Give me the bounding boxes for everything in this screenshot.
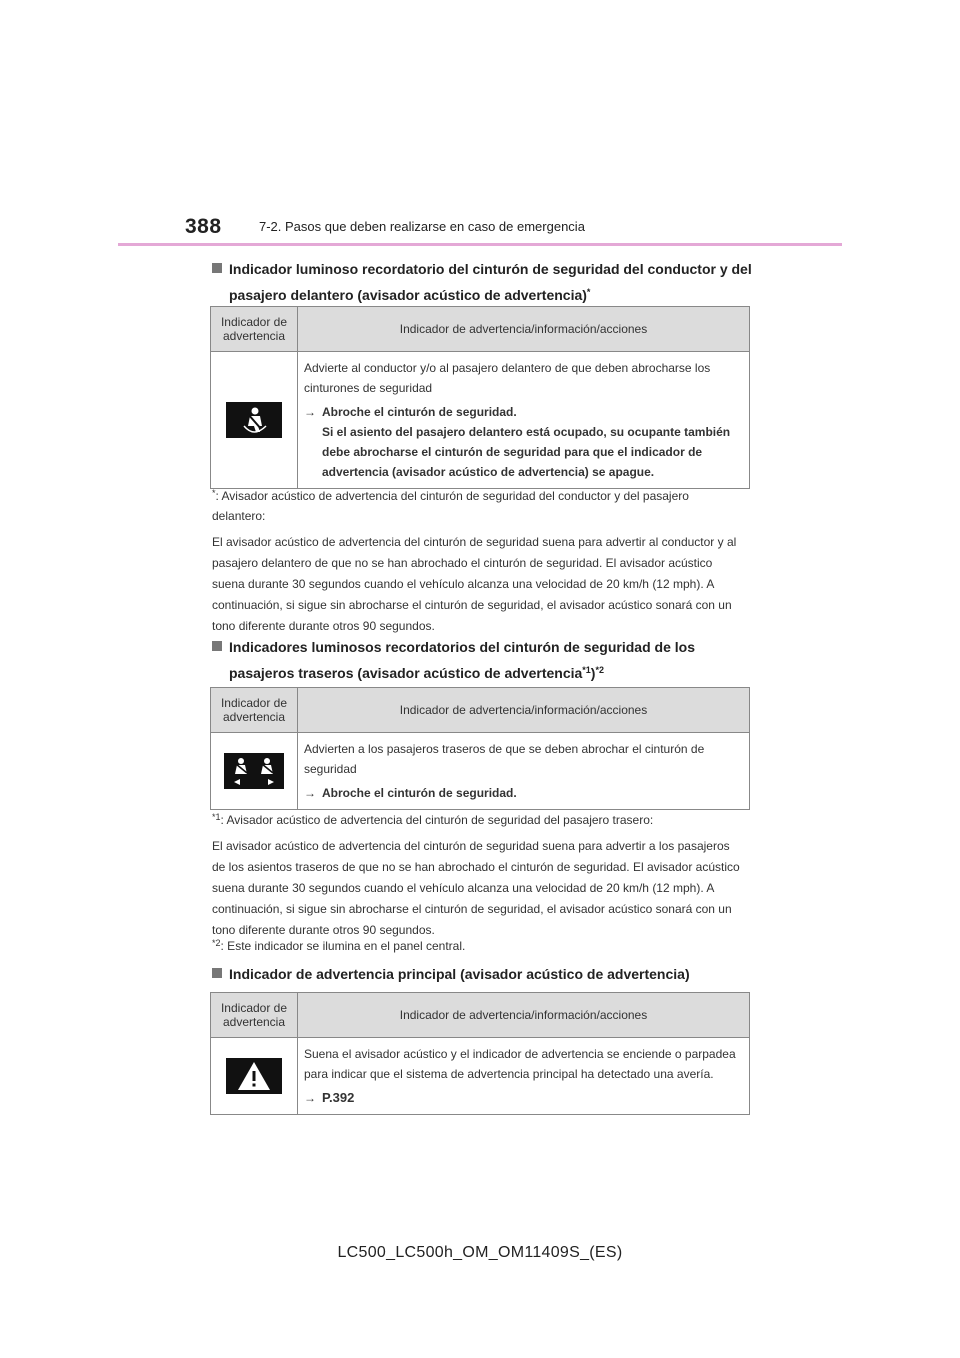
page-reference: P.392: [322, 1090, 355, 1105]
footnote-mark: *2: [212, 938, 221, 948]
footnote-ref: *2: [595, 665, 604, 675]
header-indicator: Indicador de advertencia: [211, 993, 298, 1038]
heading-text: Indicadores luminosos recordatorios del cinturón de seguridad de los pasajeros traseros (avisador acústico de advertencia: [229, 639, 695, 681]
bullet-square-icon: [212, 968, 222, 978]
header-info: Indicador de advertencia/información/acciones: [298, 307, 750, 352]
paragraph: El avisador acústico de advertencia del cinturón de seguridad suena para advertir al conductor y al pasajero delantero de que no se han abrochado el cinturón de seguridad. El avisador acústico suena durante 30 segundos cuando el vehículo alcanza una velocidad de 20 km/h (12 mph). A continuación, si sigue sin abrocharse el cinturón de seguridad, el avisador acústico sonará con un tono diferente durante otros 90 segundos.: [212, 535, 737, 633]
footnote: [212, 486, 744, 526]
footnote-ref: *1: [582, 665, 591, 675]
bullet-square-icon: [212, 641, 222, 651]
arrow-icon: →: [304, 405, 316, 419]
arrow-icon: →: [304, 786, 316, 800]
rear-seatbelt-icon: [224, 753, 284, 789]
page-number: 388: [185, 215, 222, 238]
warning-table: [210, 306, 750, 489]
heading-text: Indicador de advertencia principal (avisador acústico de advertencia): [229, 966, 690, 982]
action-line: [304, 402, 744, 482]
footer-model: LC500_LC500h_OM_OM11409S_(ES): [337, 1244, 623, 1261]
seatbelt-icon: [226, 402, 282, 438]
action-line: [304, 783, 744, 803]
description-text: Advierten a los pasajeros traseros de que se deben abrochar el cinturón de seguridad: [304, 742, 705, 776]
section-heading: [212, 634, 752, 686]
description-text: Advierte al conductor y/o al pasajero delantero de que deben abrocharse los cinturones de seguridad: [304, 361, 711, 395]
master-warning-icon: [226, 1058, 282, 1094]
header-indicator: Indicador de advertencia: [211, 688, 298, 733]
indicator-cell: [211, 1038, 298, 1115]
header-rule: [118, 243, 842, 246]
indicator-cell: [211, 733, 298, 810]
header-indicator: Indicador de advertencia: [211, 307, 298, 352]
header-info: Indicador de advertencia/información/acciones: [298, 688, 750, 733]
description-cell: [298, 1038, 750, 1115]
footnote-ref: *: [586, 287, 591, 297]
action-line: [304, 1088, 744, 1108]
chapter-title: 7-2. Pasos que deben realizarse en caso de emergencia: [259, 219, 585, 234]
footnote-text: : Avisador acústico de advertencia del cinturón de seguridad del pasajero trasero:: [220, 813, 654, 827]
header-info: Indicador de advertencia/información/acciones: [298, 993, 750, 1038]
warning-table: [210, 687, 750, 810]
footnote-text: : Este indicador se ilumina en el panel central.: [220, 939, 466, 953]
footnote-mark: *1: [212, 812, 221, 822]
description-cell: [298, 733, 750, 810]
arrow-icon: →: [304, 1091, 316, 1105]
section-heading: [212, 961, 752, 987]
heading-close: ): [590, 665, 596, 681]
bullet-square-icon: [212, 263, 222, 273]
footnote-text: : Avisador acústico de advertencia del cinturón de seguridad del conductor y del pasajero delantero:: [212, 489, 689, 523]
indicator-cell: [211, 352, 298, 489]
action-text: Abroche el cinturón de seguridad.: [322, 405, 517, 419]
paragraph: El avisador acústico de advertencia del cinturón de seguridad suena para advertir a los pasajeros de los asientos traseros de que no se han abrochado el cinturón de seguridad. El avisador acústico suena durante 30 segundos cuando el vehículo alcanza una velocidad de 20 km/h (12 mph). A continuación, si sigue sin abrocharse el cinturón de seguridad, el avisador acústico sonará con un tono diferente durante otros 90 segundos.: [212, 839, 740, 937]
footnote: [212, 936, 744, 956]
action-extra-text: Si el asiento del pasajero delantero está ocupado, su ocupante también debe abrocharse el cinturón de seguridad para que el indicador de advertencia (avisador acústico de advertencia) se apague.: [322, 425, 731, 479]
description-text: Suena el avisador acústico y el indicador de advertencia se enciende o parpadea para indicar que el sistema de advertencia principal ha detectado una avería.: [304, 1047, 736, 1081]
section-heading: [212, 256, 752, 308]
footnote-mark: *: [212, 488, 216, 498]
description-cell: [298, 352, 750, 489]
footnote: [212, 810, 744, 830]
action-text: Abroche el cinturón de seguridad.: [322, 786, 517, 800]
heading-text: Indicador luminoso recordatorio del cinturón de seguridad del conductor y del pasajero delantero (avisador acústico de advertencia): [229, 261, 752, 303]
warning-table: [210, 992, 750, 1115]
